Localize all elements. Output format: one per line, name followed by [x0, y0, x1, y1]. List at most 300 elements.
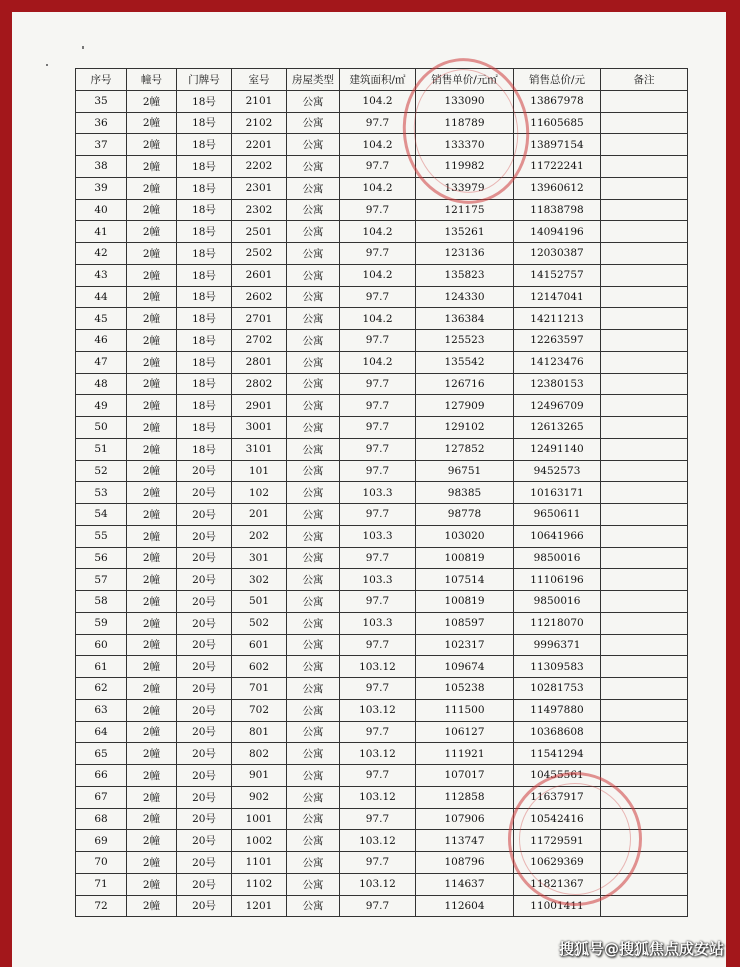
cell-index: 42: [76, 243, 127, 265]
cell-house-type: 公寓: [287, 286, 340, 308]
cell-area: 97.7: [340, 286, 416, 308]
cell-house-type: 公寓: [287, 808, 340, 830]
cell-unit-price: 119982: [416, 156, 514, 178]
cell-index: 47: [76, 351, 127, 373]
cell-house-type: 公寓: [287, 547, 340, 569]
cell-remarks: [601, 786, 688, 808]
cell-index: 60: [76, 634, 127, 656]
cell-area: 97.7: [340, 678, 416, 700]
cell-total-price: 12496709: [514, 395, 601, 417]
table-row: [76, 373, 688, 395]
cell-building: 2幢: [127, 482, 177, 504]
cell-total-price: 11497880: [514, 699, 601, 721]
cell-building: 2幢: [127, 873, 177, 895]
cell-index: 39: [76, 177, 127, 199]
cell-index: 57: [76, 569, 127, 591]
cell-total-price: 11637917: [514, 786, 601, 808]
cell-room-number: 2802: [232, 373, 287, 395]
cell-unit-price: 135823: [416, 264, 514, 286]
cell-house-type: 公寓: [287, 678, 340, 700]
cell-room-number: 2302: [232, 199, 287, 221]
cell-unit-price: 107017: [416, 765, 514, 787]
cell-index: 69: [76, 830, 127, 852]
cell-door-number: 18号: [177, 330, 232, 352]
cell-door-number: 18号: [177, 351, 232, 373]
cell-door-number: 20号: [177, 895, 232, 917]
cell-building: 2幢: [127, 786, 177, 808]
cell-unit-price: 113747: [416, 830, 514, 852]
table-row: [76, 90, 688, 112]
cell-index: 43: [76, 264, 127, 286]
cell-unit-price: 107514: [416, 569, 514, 591]
cell-area: 97.7: [340, 199, 416, 221]
cell-house-type: 公寓: [287, 90, 340, 112]
table-body: [76, 90, 688, 917]
cell-building: 2幢: [127, 308, 177, 330]
cell-index: 46: [76, 330, 127, 352]
cell-room-number: 601: [232, 634, 287, 656]
cell-total-price: 14094196: [514, 221, 601, 243]
cell-total-price: 13960612: [514, 177, 601, 199]
table-row: [76, 177, 688, 199]
cell-building: 2幢: [127, 634, 177, 656]
cell-building: 2幢: [127, 852, 177, 874]
cell-unit-price: 96751: [416, 460, 514, 482]
cell-unit-price: 127909: [416, 395, 514, 417]
cell-area: 104.2: [340, 134, 416, 156]
cell-total-price: 10641966: [514, 525, 601, 547]
cell-remarks: [601, 417, 688, 439]
table-row: [76, 591, 688, 613]
table-row: [76, 547, 688, 569]
cell-door-number: 18号: [177, 373, 232, 395]
table-row: [76, 199, 688, 221]
cell-total-price: 11106196: [514, 569, 601, 591]
cell-unit-price: 126716: [416, 373, 514, 395]
cell-remarks: [601, 634, 688, 656]
cell-total-price: 10368608: [514, 721, 601, 743]
cell-total-price: 9650611: [514, 504, 601, 526]
cell-door-number: 18号: [177, 112, 232, 134]
cell-index: 50: [76, 417, 127, 439]
cell-unit-price: 129102: [416, 417, 514, 439]
cell-building: 2幢: [127, 504, 177, 526]
cell-total-price: 10281753: [514, 678, 601, 700]
cell-area: 103.3: [340, 525, 416, 547]
cell-remarks: [601, 438, 688, 460]
cell-house-type: 公寓: [287, 482, 340, 504]
cell-total-price: 12030387: [514, 243, 601, 265]
cell-door-number: 20号: [177, 699, 232, 721]
cell-building: 2幢: [127, 221, 177, 243]
cell-remarks: [601, 895, 688, 917]
cell-building: 2幢: [127, 134, 177, 156]
cell-house-type: 公寓: [287, 830, 340, 852]
cell-total-price: 11605685: [514, 112, 601, 134]
cell-unit-price: 125523: [416, 330, 514, 352]
cell-unit-price: 112858: [416, 786, 514, 808]
cell-door-number: 20号: [177, 547, 232, 569]
cell-house-type: 公寓: [287, 243, 340, 265]
cell-building: 2幢: [127, 351, 177, 373]
cell-building: 2幢: [127, 721, 177, 743]
cell-area: 97.7: [340, 395, 416, 417]
cell-area: 97.7: [340, 504, 416, 526]
cell-unit-price: 112604: [416, 895, 514, 917]
cell-house-type: 公寓: [287, 395, 340, 417]
cell-index: 41: [76, 221, 127, 243]
cell-area: 104.2: [340, 90, 416, 112]
cell-unit-price: 111921: [416, 743, 514, 765]
cell-index: 44: [76, 286, 127, 308]
table-row: [76, 243, 688, 265]
cell-index: 38: [76, 156, 127, 178]
cell-unit-price: 98385: [416, 482, 514, 504]
cell-room-number: 2101: [232, 90, 287, 112]
cell-door-number: 18号: [177, 395, 232, 417]
cell-total-price: 14123476: [514, 351, 601, 373]
paper-speck: [82, 46, 84, 49]
cell-room-number: 201: [232, 504, 287, 526]
cell-remarks: [601, 569, 688, 591]
cell-remarks: [601, 591, 688, 613]
cell-door-number: 18号: [177, 286, 232, 308]
cell-building: 2幢: [127, 765, 177, 787]
cell-house-type: 公寓: [287, 873, 340, 895]
table-row: [76, 221, 688, 243]
cell-unit-price: 100819: [416, 547, 514, 569]
cell-house-type: 公寓: [287, 351, 340, 373]
cell-door-number: 20号: [177, 656, 232, 678]
cell-unit-price: 108796: [416, 852, 514, 874]
cell-building: 2幢: [127, 678, 177, 700]
cell-room-number: 2701: [232, 308, 287, 330]
cell-area: 103.3: [340, 482, 416, 504]
cell-door-number: 18号: [177, 156, 232, 178]
cell-door-number: 18号: [177, 264, 232, 286]
cell-house-type: 公寓: [287, 199, 340, 221]
header-door-number: 门牌号: [177, 69, 232, 91]
cell-building: 2幢: [127, 286, 177, 308]
cell-house-type: 公寓: [287, 525, 340, 547]
cell-house-type: 公寓: [287, 743, 340, 765]
cell-building: 2幢: [127, 330, 177, 352]
cell-building: 2幢: [127, 743, 177, 765]
cell-door-number: 20号: [177, 569, 232, 591]
cell-unit-price: 136384: [416, 308, 514, 330]
cell-house-type: 公寓: [287, 330, 340, 352]
table-row: [76, 438, 688, 460]
cell-room-number: 2102: [232, 112, 287, 134]
cell-room-number: 702: [232, 699, 287, 721]
cell-building: 2幢: [127, 612, 177, 634]
cell-total-price: 11541294: [514, 743, 601, 765]
cell-room-number: 2201: [232, 134, 287, 156]
cell-house-type: 公寓: [287, 134, 340, 156]
cell-area: 97.7: [340, 765, 416, 787]
cell-area: 103.12: [340, 699, 416, 721]
cell-remarks: [601, 743, 688, 765]
cell-remarks: [601, 612, 688, 634]
cell-index: 37: [76, 134, 127, 156]
cell-total-price: 11722241: [514, 156, 601, 178]
cell-area: 97.7: [340, 112, 416, 134]
cell-area: 103.12: [340, 830, 416, 852]
table-row: [76, 460, 688, 482]
cell-room-number: 101: [232, 460, 287, 482]
table-row: [76, 808, 688, 830]
cell-area: 104.2: [340, 221, 416, 243]
cell-room-number: 2502: [232, 243, 287, 265]
cell-unit-price: 135261: [416, 221, 514, 243]
cell-total-price: 14152757: [514, 264, 601, 286]
cell-house-type: 公寓: [287, 699, 340, 721]
cell-area: 103.12: [340, 786, 416, 808]
cell-house-type: 公寓: [287, 460, 340, 482]
cell-building: 2幢: [127, 525, 177, 547]
cell-remarks: [601, 395, 688, 417]
cell-total-price: 10629369: [514, 852, 601, 874]
table-row: [76, 721, 688, 743]
cell-remarks: [601, 525, 688, 547]
cell-unit-price: 124330: [416, 286, 514, 308]
cell-room-number: 502: [232, 612, 287, 634]
cell-remarks: [601, 112, 688, 134]
table-row: [76, 134, 688, 156]
cell-house-type: 公寓: [287, 612, 340, 634]
cell-unit-price: 105238: [416, 678, 514, 700]
cell-index: 49: [76, 395, 127, 417]
cell-remarks: [601, 90, 688, 112]
header-room-number: 室号: [232, 69, 287, 91]
cell-total-price: 11001411: [514, 895, 601, 917]
cell-remarks: [601, 656, 688, 678]
table-row: [76, 852, 688, 874]
table-row: [76, 895, 688, 917]
cell-unit-price: 107906: [416, 808, 514, 830]
cell-unit-price: 133090: [416, 90, 514, 112]
cell-room-number: 1201: [232, 895, 287, 917]
cell-room-number: 302: [232, 569, 287, 591]
table-row: [76, 395, 688, 417]
table-header-row: [76, 69, 688, 91]
cell-total-price: 10542416: [514, 808, 601, 830]
cell-unit-price: 111500: [416, 699, 514, 721]
cell-total-price: 12380153: [514, 373, 601, 395]
cell-door-number: 18号: [177, 417, 232, 439]
cell-building: 2幢: [127, 656, 177, 678]
cell-remarks: [601, 873, 688, 895]
cell-total-price: 11218070: [514, 612, 601, 634]
cell-building: 2幢: [127, 417, 177, 439]
table-row: [76, 330, 688, 352]
cell-remarks: [601, 504, 688, 526]
cell-unit-price: 102317: [416, 634, 514, 656]
cell-room-number: 1102: [232, 873, 287, 895]
cell-house-type: 公寓: [287, 221, 340, 243]
cell-door-number: 20号: [177, 482, 232, 504]
cell-door-number: 20号: [177, 525, 232, 547]
cell-house-type: 公寓: [287, 504, 340, 526]
cell-unit-price: 108597: [416, 612, 514, 634]
cell-door-number: 20号: [177, 591, 232, 613]
cell-room-number: 2202: [232, 156, 287, 178]
cell-room-number: 3001: [232, 417, 287, 439]
cell-area: 97.7: [340, 852, 416, 874]
table-row: [76, 482, 688, 504]
table-row: [76, 699, 688, 721]
cell-door-number: 18号: [177, 243, 232, 265]
cell-unit-price: 133370: [416, 134, 514, 156]
cell-house-type: 公寓: [287, 417, 340, 439]
cell-remarks: [601, 765, 688, 787]
cell-door-number: 20号: [177, 852, 232, 874]
cell-total-price: 12491140: [514, 438, 601, 460]
table-row: [76, 765, 688, 787]
cell-area: 97.7: [340, 721, 416, 743]
cell-index: 71: [76, 873, 127, 895]
cell-room-number: 902: [232, 786, 287, 808]
cell-index: 61: [76, 656, 127, 678]
cell-index: 52: [76, 460, 127, 482]
cell-building: 2幢: [127, 591, 177, 613]
cell-area: 104.2: [340, 264, 416, 286]
paper-speck: [46, 64, 48, 66]
cell-building: 2幢: [127, 569, 177, 591]
cell-door-number: 20号: [177, 765, 232, 787]
cell-unit-price: 100819: [416, 591, 514, 613]
cell-remarks: [601, 721, 688, 743]
cell-area: 104.2: [340, 177, 416, 199]
cell-building: 2幢: [127, 438, 177, 460]
cell-room-number: 901: [232, 765, 287, 787]
cell-house-type: 公寓: [287, 634, 340, 656]
cell-door-number: 18号: [177, 134, 232, 156]
cell-house-type: 公寓: [287, 308, 340, 330]
cell-door-number: 20号: [177, 743, 232, 765]
cell-area: 97.7: [340, 373, 416, 395]
cell-room-number: 501: [232, 591, 287, 613]
cell-area: 97.7: [340, 156, 416, 178]
cell-index: 45: [76, 308, 127, 330]
cell-remarks: [601, 460, 688, 482]
cell-unit-price: 98778: [416, 504, 514, 526]
cell-room-number: 1002: [232, 830, 287, 852]
cell-room-number: 602: [232, 656, 287, 678]
watermark-text: 搜狐号@搜狐焦点成安站: [558, 940, 724, 958]
cell-total-price: 11821367: [514, 873, 601, 895]
cell-room-number: 801: [232, 721, 287, 743]
cell-house-type: 公寓: [287, 591, 340, 613]
cell-door-number: 18号: [177, 90, 232, 112]
cell-area: 97.7: [340, 895, 416, 917]
cell-area: 103.12: [340, 873, 416, 895]
cell-index: 48: [76, 373, 127, 395]
cell-room-number: 301: [232, 547, 287, 569]
cell-room-number: 2301: [232, 177, 287, 199]
cell-area: 104.2: [340, 351, 416, 373]
cell-index: 63: [76, 699, 127, 721]
cell-total-price: 10163171: [514, 482, 601, 504]
cell-remarks: [601, 243, 688, 265]
cell-house-type: 公寓: [287, 156, 340, 178]
cell-total-price: 9850016: [514, 591, 601, 613]
cell-total-price: 13897154: [514, 134, 601, 156]
cell-remarks: [601, 286, 688, 308]
cell-building: 2幢: [127, 373, 177, 395]
cell-room-number: 802: [232, 743, 287, 765]
cell-door-number: 20号: [177, 830, 232, 852]
cell-building: 2幢: [127, 895, 177, 917]
header-remarks: 备注: [601, 69, 688, 91]
cell-area: 97.7: [340, 634, 416, 656]
table-row: [76, 612, 688, 634]
cell-building: 2幢: [127, 243, 177, 265]
cell-door-number: 20号: [177, 808, 232, 830]
cell-building: 2幢: [127, 547, 177, 569]
cell-remarks: [601, 199, 688, 221]
cell-total-price: 9996371: [514, 634, 601, 656]
cell-door-number: 18号: [177, 199, 232, 221]
cell-total-price: 12263597: [514, 330, 601, 352]
cell-room-number: 2601: [232, 264, 287, 286]
cell-unit-price: 135542: [416, 351, 514, 373]
cell-total-price: 9850016: [514, 547, 601, 569]
cell-index: 64: [76, 721, 127, 743]
cell-index: 67: [76, 786, 127, 808]
cell-remarks: [601, 134, 688, 156]
cell-remarks: [601, 852, 688, 874]
cell-house-type: 公寓: [287, 852, 340, 874]
table-row: [76, 351, 688, 373]
cell-unit-price: 127852: [416, 438, 514, 460]
cell-building: 2幢: [127, 156, 177, 178]
cell-total-price: 11729591: [514, 830, 601, 852]
cell-index: 54: [76, 504, 127, 526]
cell-building: 2幢: [127, 830, 177, 852]
cell-building: 2幢: [127, 395, 177, 417]
cell-index: 53: [76, 482, 127, 504]
table-row: [76, 873, 688, 895]
cell-area: 97.7: [340, 547, 416, 569]
cell-house-type: 公寓: [287, 895, 340, 917]
cell-index: 58: [76, 591, 127, 613]
table-row: [76, 743, 688, 765]
cell-remarks: [601, 482, 688, 504]
cell-room-number: 2801: [232, 351, 287, 373]
cell-index: 62: [76, 678, 127, 700]
cell-door-number: 20号: [177, 873, 232, 895]
cell-room-number: 1101: [232, 852, 287, 874]
cell-index: 65: [76, 743, 127, 765]
cell-door-number: 20号: [177, 721, 232, 743]
cell-unit-price: 123136: [416, 243, 514, 265]
cell-area: 97.7: [340, 438, 416, 460]
table-row: [76, 786, 688, 808]
cell-room-number: 2501: [232, 221, 287, 243]
cell-house-type: 公寓: [287, 786, 340, 808]
cell-total-price: 10455561: [514, 765, 601, 787]
cell-area: 97.7: [340, 243, 416, 265]
cell-building: 2幢: [127, 177, 177, 199]
table-row: [76, 156, 688, 178]
table-row: [76, 286, 688, 308]
cell-building: 2幢: [127, 90, 177, 112]
cell-index: 59: [76, 612, 127, 634]
cell-house-type: 公寓: [287, 656, 340, 678]
cell-index: 55: [76, 525, 127, 547]
cell-room-number: 3101: [232, 438, 287, 460]
